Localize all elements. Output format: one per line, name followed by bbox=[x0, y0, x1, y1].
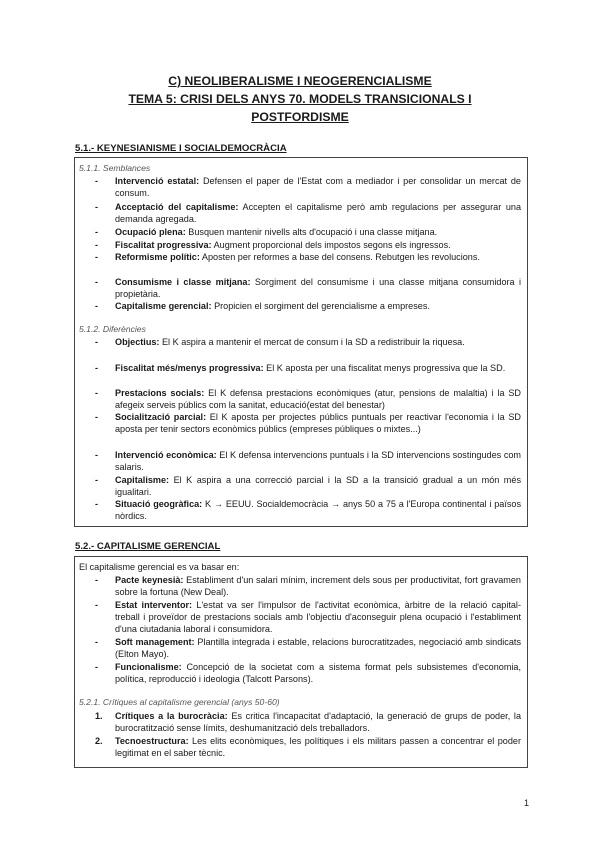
list-item bbox=[89, 239, 521, 251]
list-text: Augment proporcional dels impostos segons els ingressos. bbox=[211, 240, 451, 250]
list-item bbox=[89, 449, 521, 473]
list-text: Propicien el sorgiment del gerencialisme a empreses. bbox=[211, 301, 430, 311]
list-item bbox=[89, 300, 521, 312]
list-item bbox=[89, 735, 521, 759]
list-term: Funcionalisme: bbox=[115, 662, 182, 672]
list-marker: - bbox=[95, 202, 99, 212]
list-marker: - bbox=[95, 637, 99, 647]
list-marker: - bbox=[95, 388, 99, 398]
list-marker: 2. bbox=[95, 736, 103, 746]
list-term: Soft management: bbox=[115, 637, 195, 647]
list-text: Busquen mantenir nivells alts d'ocupació i una classe mitjana. bbox=[185, 227, 438, 237]
subsection-title-semblances: 5.1.1. Semblances bbox=[79, 163, 151, 173]
list-item bbox=[89, 636, 521, 660]
list-item bbox=[89, 226, 521, 238]
list-term: Objectius: bbox=[115, 337, 160, 347]
list-item bbox=[89, 661, 521, 685]
list-term: Prestacions socials: bbox=[115, 388, 205, 398]
section-heading-capitalisme-gerencial: 5.2.- CAPITALISME GERENCIAL bbox=[75, 541, 221, 552]
list-marker: - bbox=[95, 277, 99, 287]
topic-title-line2: POSTFORDISME bbox=[251, 110, 349, 124]
list-term: Capitalisme: bbox=[115, 475, 170, 485]
document-title: C) NEOLIBERALISME I NEOGERENCIALISME bbox=[168, 74, 432, 88]
list-item bbox=[89, 175, 521, 199]
list-term: Consumisme i classe mitjana: bbox=[115, 277, 251, 287]
subsection-title-critiques: 5.2.1. Crítiques al capitalisme gerencial (anys 50-60) bbox=[79, 697, 280, 707]
list-text: Concepció de la societat com a sistema format pels subsistemes d'economia, política, reproducció i ideologia (Talcott Parsons). bbox=[115, 662, 521, 685]
list-text: El K defensa prestacions econòmiques (atur, pensions de malaltia) i la SD afegeix serveis públics com la sanitat, educació(estat del benestar) bbox=[115, 388, 521, 411]
list-text: Es critica l'incapacitat d'adaptació, la generació de grups de poder, la burocratització sense límits, deshumanització dels treballadors. bbox=[115, 711, 521, 734]
list-text: Sorgiment del consumisme i una classe mitjana consumidora i propietària. bbox=[115, 277, 521, 300]
list-term: Tecnoestructura: bbox=[115, 736, 189, 746]
list-marker: - bbox=[95, 301, 99, 311]
list-term: Situació geogràfica: bbox=[115, 499, 203, 509]
intro-text: El capitalisme gerencial es va basar en: bbox=[79, 562, 240, 572]
list-term: Ocupació plena: bbox=[115, 227, 186, 237]
list-marker: - bbox=[95, 227, 99, 237]
list-term: Intervenció estatal: bbox=[115, 176, 200, 186]
list-marker: - bbox=[95, 475, 99, 485]
list-text: Plantilla integrada i estable, relacions burocratitzades, negociació amb sindicats (Elton Mayo). bbox=[115, 637, 521, 660]
list-item bbox=[89, 276, 521, 300]
list-marker: - bbox=[95, 412, 99, 422]
list-text: Establiment d'un salari mínim, increment dels sous per productivitat, fort gravamen sobre la fortuna (New Deal). bbox=[115, 575, 521, 598]
list-term: Capitalisme gerencial: bbox=[115, 301, 212, 311]
subsection-title-diferencies: 5.1.2. Diferències bbox=[79, 324, 146, 334]
list-item bbox=[89, 710, 521, 734]
list-text: Defensen el paper de l'Estat com a mediador i per consolidar un mercat de consum. bbox=[115, 176, 521, 199]
list-term: Socialització parcial: bbox=[115, 412, 207, 422]
list-text: Les elits econòmiques, les polítiques i els militars passen a concentrar el poder legitimat en el saber tècnic. bbox=[115, 736, 521, 759]
list-term: Crítiques a la burocràcia: bbox=[115, 711, 228, 721]
list-item bbox=[89, 387, 521, 411]
list-marker: - bbox=[95, 252, 99, 262]
list-item bbox=[89, 498, 521, 522]
list-term: Estat interventor: bbox=[115, 600, 193, 610]
list-marker: 1. bbox=[95, 711, 103, 721]
list-item bbox=[89, 474, 521, 498]
list-text: El K aspira a mantenir el mercat de consum i la SD a redistribuir la riquesa. bbox=[159, 337, 465, 347]
list-marker: - bbox=[95, 450, 99, 460]
list-text: El K defensa intervencions puntuals i la SD intervencions sostingudes com salaris. bbox=[115, 450, 521, 473]
list-text: El K aposta per projectes públics puntuals per reactivar l'economia i la SD aposta per tenir sectors econòmics públics (empreses públiques o mixtes...) bbox=[115, 412, 521, 435]
list-item bbox=[89, 411, 521, 435]
capitalisme-gerencial-box bbox=[74, 556, 528, 768]
list-item bbox=[89, 599, 521, 635]
list-term: Acceptació del capitalisme: bbox=[115, 202, 239, 212]
list-term: Reformisme polític: bbox=[115, 252, 200, 262]
list-item bbox=[89, 574, 521, 598]
keynesianisme-box bbox=[74, 157, 528, 527]
list-marker: - bbox=[95, 240, 99, 250]
list-marker: - bbox=[95, 662, 99, 672]
list-item bbox=[89, 251, 521, 263]
list-term: Pacte keynesià: bbox=[115, 575, 184, 585]
list-item bbox=[89, 336, 521, 348]
list-marker: - bbox=[95, 363, 99, 373]
list-marker: - bbox=[95, 600, 99, 610]
section-heading-keynesianisme: 5.1.- KEYNESIANISME I SOCIALDEMOCRÀCIA bbox=[75, 143, 287, 154]
list-marker: - bbox=[95, 337, 99, 347]
list-item bbox=[89, 362, 521, 374]
topic-title-line1: TEMA 5: CRISI DELS ANYS 70. MODELS TRANSICIONALS I bbox=[128, 92, 472, 106]
list-item bbox=[89, 201, 521, 225]
list-text: El K aposta per una fiscalitat menys progressiva que la SD. bbox=[263, 363, 506, 373]
page-number: 1 bbox=[524, 798, 530, 808]
list-term: Fiscalitat progressiva: bbox=[115, 240, 212, 250]
list-marker: - bbox=[95, 176, 99, 186]
list-text: El K aspira a una correcció parcial i la SD a la transició gradual a un món més igualitari. bbox=[115, 475, 521, 498]
list-term: Fiscalitat més/menys progressiva: bbox=[115, 363, 264, 373]
list-term: Intervenció econòmica: bbox=[115, 450, 217, 460]
list-text: L'estat va ser l'impulsor de l'activitat econòmica, àrbitre de la relació capital-treball i proveïdor de prestacions socials amb l'objectiu d'aconseguir plena ocupació i l'establiment d'una ciutadania laboral i consumidora. bbox=[115, 600, 521, 635]
list-text: Accepten el capitalisme però amb regulacions per assegurar una demanda agregada. bbox=[115, 202, 521, 225]
list-text: Aposten per reformes a base del consens. Rebutgen les revolucions. bbox=[199, 252, 480, 262]
list-marker: - bbox=[95, 499, 99, 509]
list-text: K → EEUU. Socialdemocràcia → anys 50 a 75 a l'Europa continental i països nòrdics. bbox=[115, 499, 521, 522]
list-marker: - bbox=[95, 575, 99, 585]
